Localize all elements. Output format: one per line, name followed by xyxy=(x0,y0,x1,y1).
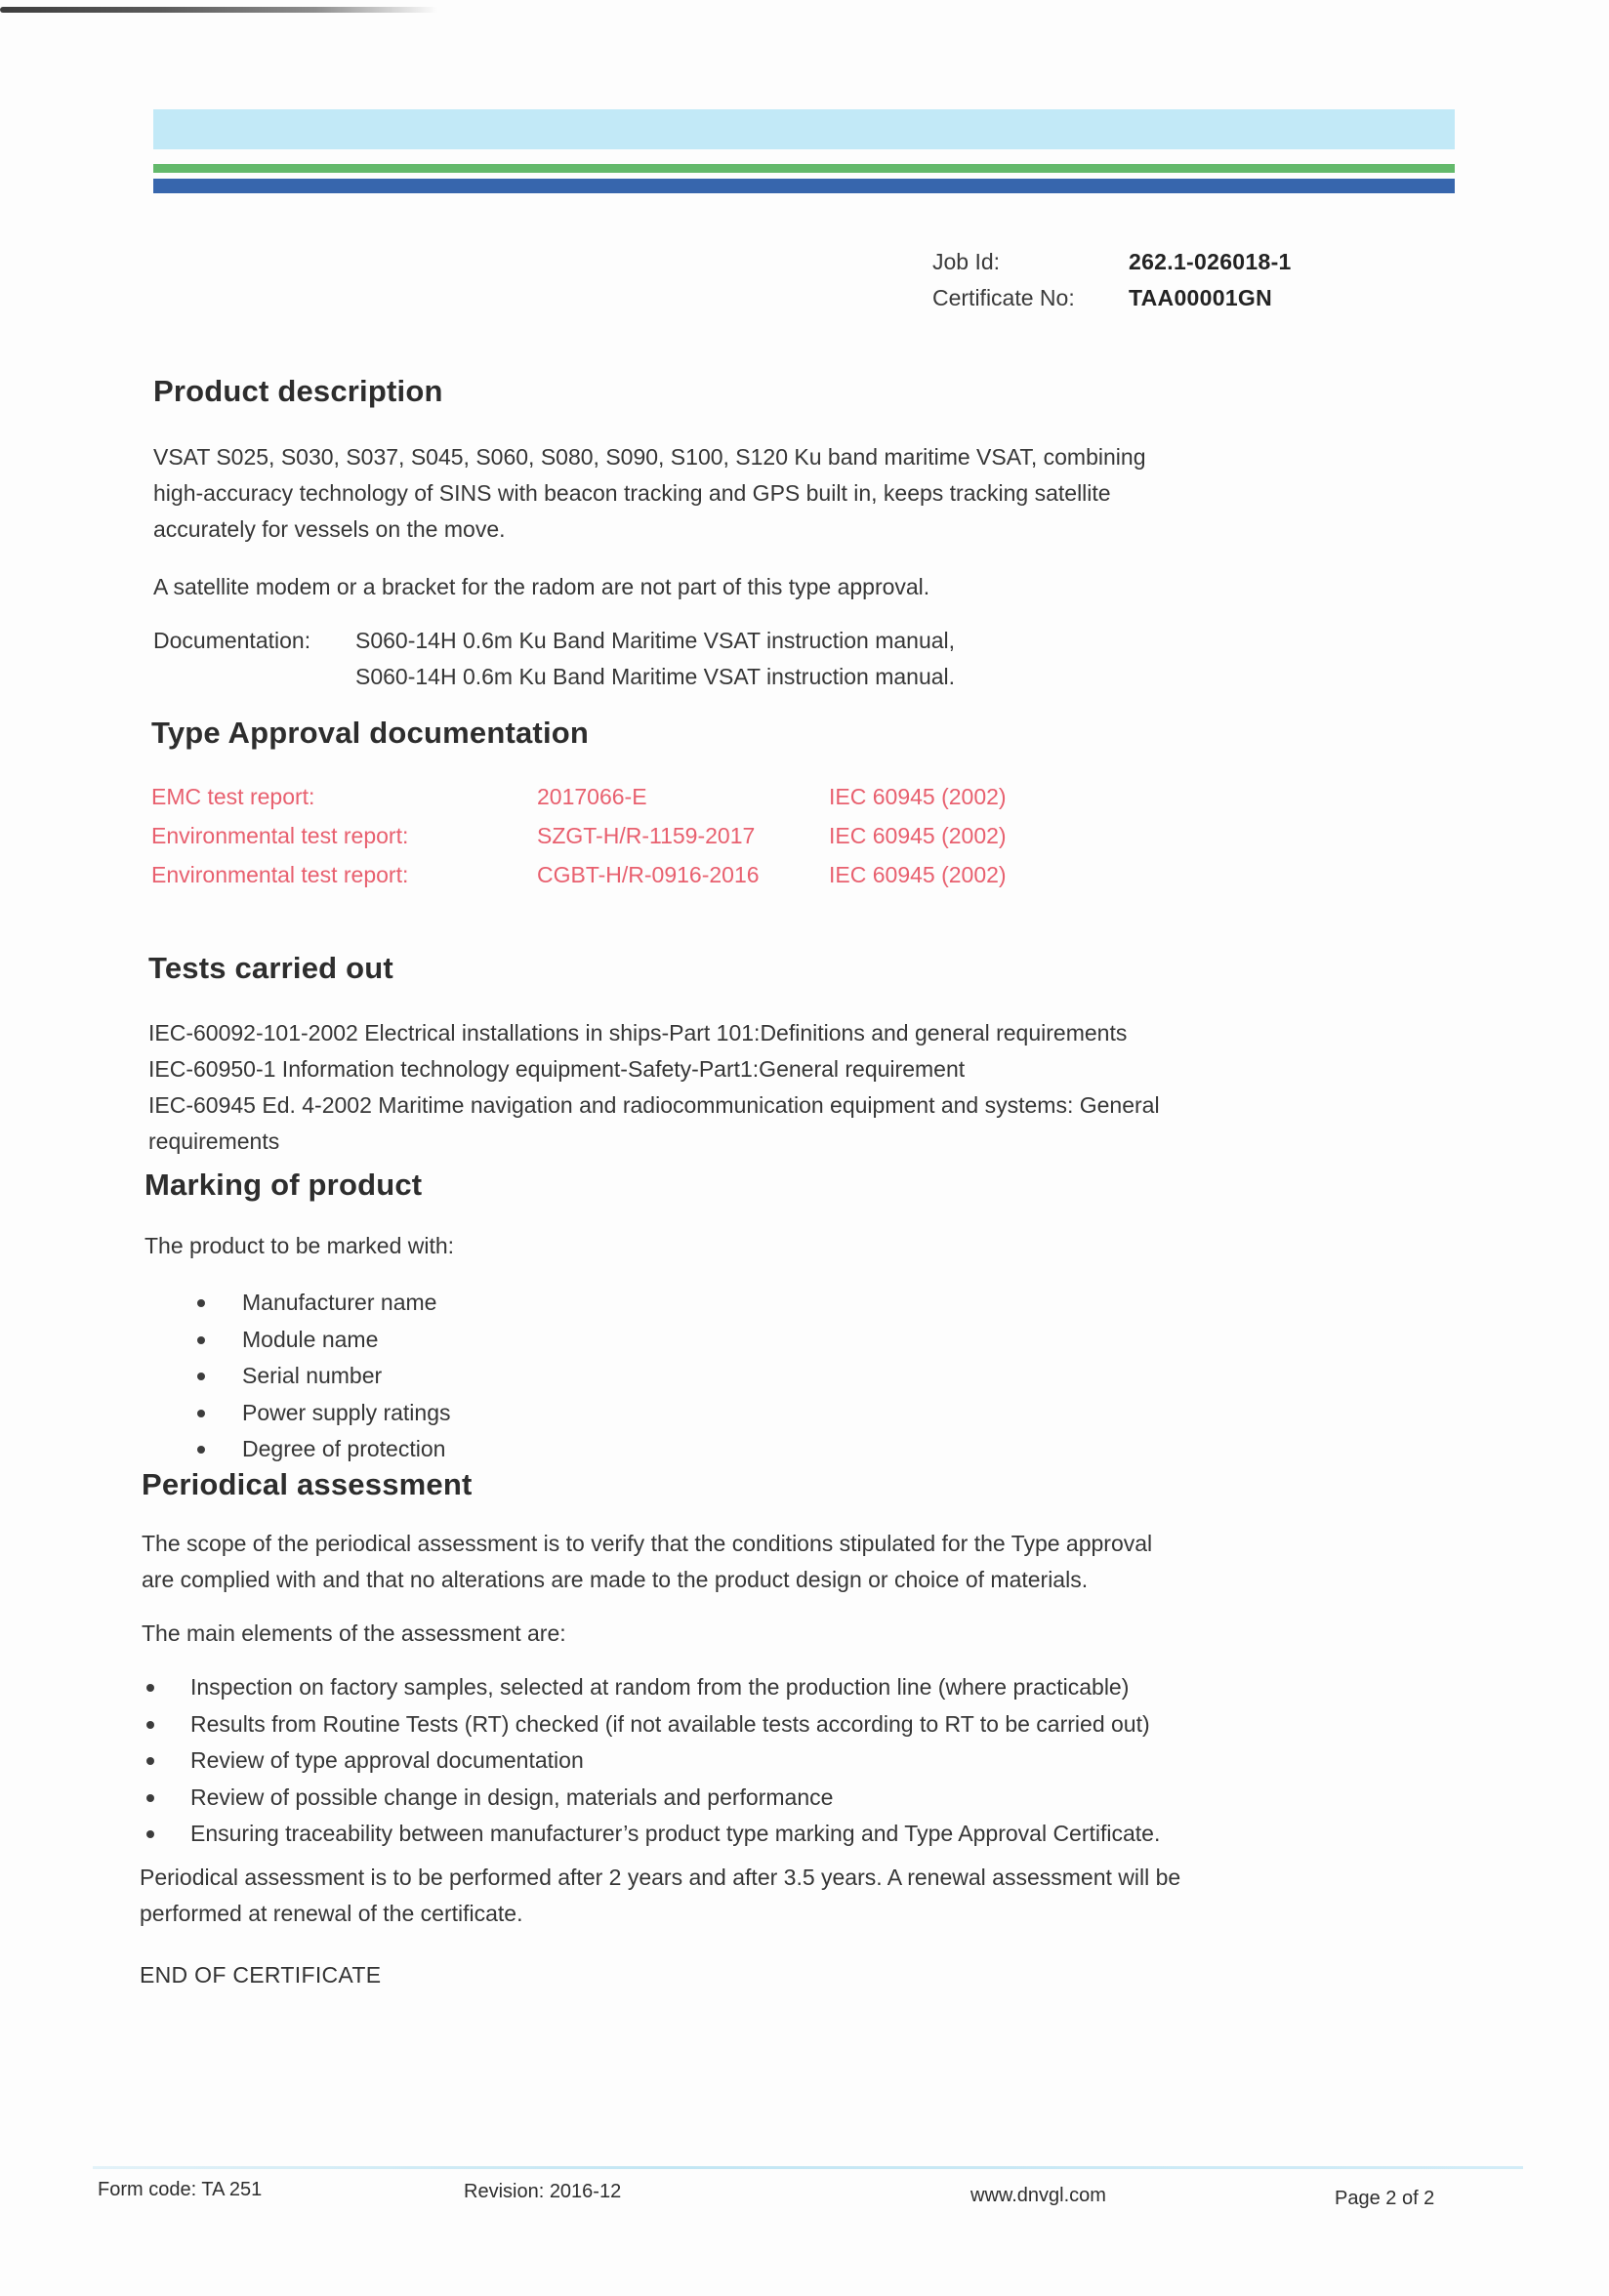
report-type-label: Environmental test report: xyxy=(151,862,409,887)
band-light-blue xyxy=(153,109,1455,149)
assessment-bullet-item: Review of type approval documentation xyxy=(142,1742,1160,1780)
report-number: 2017066-E xyxy=(537,784,647,809)
end-of-certificate xyxy=(140,1962,381,1988)
type-approval-row xyxy=(151,777,1007,816)
report-standard: IEC 60945 (2002) xyxy=(829,862,1007,887)
modem-note xyxy=(153,569,929,605)
documentation-line: S060-14H 0.6m Ku Band Maritime VSAT instruction manual. xyxy=(355,664,956,689)
certificate-no-label: Certificate No: xyxy=(932,285,1075,310)
documentation-line: S060-14H 0.6m Ku Band Maritime VSAT instruction manual, xyxy=(355,628,956,653)
assessment-elements-intro xyxy=(142,1616,566,1652)
report-standard: IEC 60945 (2002) xyxy=(829,823,1007,848)
section-title: Type Approval documentation xyxy=(151,716,590,750)
section-title: Periodical assessment xyxy=(142,1467,473,1501)
paragraph-line: VSAT S025, S030, S037, S045, S060, S080, S090, S100, S120 Ku band maritime VSAT, combining xyxy=(153,444,1146,470)
certificate-no-value: TAA00001GN xyxy=(1129,285,1273,310)
type-approval-doc-heading xyxy=(151,716,589,751)
marking-bullet-item: Power supply ratings xyxy=(144,1395,451,1432)
paragraph-line: The main elements of the assessment are: xyxy=(142,1620,566,1646)
section-title: Tests carried out xyxy=(148,951,393,985)
certificate-no-row xyxy=(932,280,1292,316)
paragraph-line: accurately for vessels on the move. xyxy=(153,516,506,542)
test-standard-line: IEC-60945 Ed. 4-2002 Maritime navigation and radiocommunication equipment and systems: General xyxy=(148,1092,1160,1118)
documentation-block xyxy=(153,623,955,695)
report-standard: IEC 60945 (2002) xyxy=(829,784,1007,809)
marking-bullet-item: Manufacturer name xyxy=(144,1285,451,1322)
report-number: SZGT-H/R-1159-2017 xyxy=(537,823,756,848)
periodical-scope-paragraph xyxy=(142,1526,1152,1598)
marking-bullet-item: Module name xyxy=(144,1322,451,1359)
tests-carried-out-list xyxy=(148,1015,1160,1160)
footer-page-number: Page 2 of 2 xyxy=(1335,2188,1435,2209)
job-id-label: Job Id: xyxy=(932,249,1001,274)
type-approval-doc-table xyxy=(151,777,1007,894)
footer-website: www.dnvgl.com xyxy=(970,2185,1106,2206)
assessment-bullet-item: Results from Routine Tests (RT) checked (if not available tests according to RT to be carried out) xyxy=(142,1706,1160,1743)
marking-bullet-list xyxy=(144,1285,451,1468)
band-blue xyxy=(153,179,1455,193)
header-bands xyxy=(153,109,1455,193)
test-standard-line: IEC-60092-101-2002 Electrical installations in ships-Part 101:Definitions and general requirements xyxy=(148,1020,1128,1046)
type-approval-row xyxy=(151,816,1007,855)
assessment-bullet-item: Review of possible change in design, materials and performance xyxy=(142,1780,1160,1817)
job-id-row xyxy=(932,244,1292,280)
paragraph-line: high-accuracy technology of SINS with beacon tracking and GPS built in, keeps tracking satellite xyxy=(153,480,1111,506)
assessment-bullet-item: Ensuring traceability between manufacturer’s product type marking and Type Approval Certificate. xyxy=(142,1816,1160,1853)
documentation-label: Documentation: xyxy=(153,628,311,653)
section-title: Marking of product xyxy=(144,1168,423,1202)
test-standard-line: requirements xyxy=(148,1128,280,1154)
assessment-bullet-list xyxy=(142,1669,1160,1853)
band-green xyxy=(153,164,1455,173)
report-type-label: EMC test report: xyxy=(151,784,315,809)
footer-separator-line xyxy=(93,2166,1523,2169)
marking-bullet-item: Serial number xyxy=(144,1358,451,1395)
assessment-bullet-item: Inspection on factory samples, selected at random from the production line (where practicable) xyxy=(142,1669,1160,1706)
paragraph-line: performed at renewal of the certificate. xyxy=(140,1901,523,1926)
paragraph-line: Periodical assessment is to be performed after 2 years and after 3.5 years. A renewal assessment will be xyxy=(140,1865,1181,1890)
report-number: CGBT-H/R-0916-2016 xyxy=(537,862,760,887)
product-description-paragraph xyxy=(153,439,1145,548)
report-type-label: Environmental test report: xyxy=(151,823,409,848)
tests-carried-out-heading xyxy=(148,951,393,986)
footer-form-code: Form code: TA 251 xyxy=(98,2179,263,2200)
periodical-closing-paragraph xyxy=(140,1860,1180,1932)
marking-intro xyxy=(144,1228,454,1264)
documentation-lines xyxy=(355,623,955,695)
job-id-value: 262.1-026018-1 xyxy=(1129,249,1292,274)
paragraph-line: A satellite modem or a bracket for the radom are not part of this type approval. xyxy=(153,574,930,599)
marking-of-product-heading xyxy=(144,1168,422,1203)
marking-bullet-item: Degree of protection xyxy=(144,1431,451,1468)
periodical-assessment-heading xyxy=(142,1467,473,1502)
end-of-certificate-text: END OF CERTIFICATE xyxy=(140,1962,382,1988)
paragraph-line: are complied with and that no alterations are made to the product design or choice of materials. xyxy=(142,1567,1089,1592)
paragraph-line: The scope of the periodical assessment is to verify that the conditions stipulated for the Type approval xyxy=(142,1531,1153,1556)
paragraph-line: The product to be marked with: xyxy=(144,1233,455,1258)
scan-artifact-line xyxy=(0,7,451,13)
section-title: Product description xyxy=(153,374,443,408)
type-approval-row xyxy=(151,855,1007,894)
product-description-heading xyxy=(153,374,443,409)
footer-revision: Revision: 2016-12 xyxy=(464,2181,622,2202)
test-standard-line: IEC-60950-1 Information technology equipment-Safety-Part1:General requirement xyxy=(148,1056,966,1082)
job-certificate-block xyxy=(932,244,1292,316)
